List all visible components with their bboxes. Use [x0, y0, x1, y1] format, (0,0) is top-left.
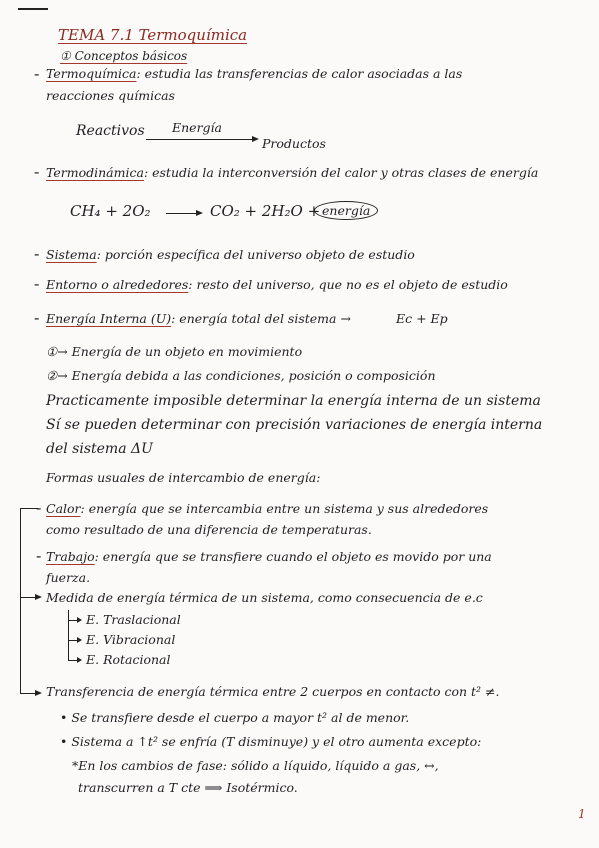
energia-interna-note-3: del sistema ΔU [46, 441, 153, 457]
equation-arrow-head [196, 210, 203, 216]
termoquimica-def-cont: reacciones químicas [46, 88, 175, 103]
bracket-line [20, 508, 21, 694]
entorno-term: Entorno o alrededores [46, 277, 189, 292]
page-number: 1 [578, 807, 586, 821]
energia-interna-line [46, 313, 351, 326]
equation-arrow-line [166, 213, 196, 214]
ec-definition: ①→ Energía de un objeto en movimiento [46, 344, 303, 359]
dash: - [36, 546, 42, 565]
termodinamica-line [46, 167, 538, 180]
bullet-item: • Sistema a ↑t² se enfría (T disminuye) y el otro aumenta excepto: [60, 734, 482, 749]
bracket-mid-arrow [35, 594, 42, 600]
top-rule [18, 8, 48, 10]
energy-label: Energía [172, 120, 222, 135]
energy-type-item: E. Rotacional [86, 652, 171, 667]
energia-interna-note-2: Sí se pueden determinar con precisión variaciones de energía interna [46, 417, 543, 433]
bracket-bottom-arrow [35, 690, 42, 696]
energy-type-item: E. Vibracional [86, 632, 176, 647]
sub-bracket-arrow-1 [77, 617, 82, 623]
ep-definition: ②→ Energía debida a las condiciones, posición o composición [46, 368, 436, 383]
entorno-line [46, 279, 508, 292]
trabajo-def: : energía que se transfiere cuando el objeto es movido por una [94, 549, 492, 564]
section-subtitle: ① Conceptos básicos [60, 49, 188, 63]
entorno-def: : resto del universo, que no es el objeto de estudio [188, 277, 508, 292]
bullet-item: • Se transfiere desde el cuerpo a mayor t² al de menor. [60, 710, 410, 725]
termoquimica-term: Termoquímica [46, 66, 137, 81]
equation-right: CO₂ + 2H₂O + [210, 202, 321, 220]
energy-type-item: E. Traslacional [86, 612, 181, 627]
bracket-bottom [20, 693, 36, 694]
calor-def-cont: como resultado de una diferencia de temperaturas. [46, 522, 372, 537]
energia-interna-formula: Ec + Ep [396, 311, 448, 326]
reaction-arrow-head [252, 136, 259, 142]
sub-bracket-arrow-2 [77, 637, 82, 643]
energia-interna-note-1: Practicamente imposible determinar la energía interna de un sistema [46, 393, 541, 409]
transferencia-line: Transferencia de energía térmica entre 2 cuerpos en contacto con t² ≠. [46, 684, 500, 699]
dash: - [34, 64, 40, 83]
trabajo-def-cont: fuerza. [46, 570, 91, 585]
dash: - [34, 162, 40, 181]
termodinamica-term: Termodinámica [46, 165, 144, 180]
trabajo-term: Trabajo [46, 549, 95, 564]
dash: - [34, 244, 40, 263]
bracket-mid [20, 597, 36, 598]
reactants-label: Reactivos [76, 123, 145, 139]
termoquimica-def: : estudia las transferencias de calor asociadas a las [136, 66, 463, 81]
calor-def: : energía que se intercambia entre un sistema y sus alrededores [80, 501, 489, 516]
sub-bracket-arrow-3 [77, 657, 82, 663]
calor-term: Calor [46, 501, 81, 516]
page-title: TEMA 7.1 Termoquímica [58, 26, 248, 44]
products-label: Productos [262, 136, 326, 151]
bullet-item: *En los cambios de fase: sólido a líquido, líquido a gas, ↔, [72, 758, 439, 773]
dash: - [34, 274, 40, 293]
sistema-line [46, 249, 415, 262]
equation-energy-circled: energía [314, 205, 378, 218]
sistema-term: Sistema [46, 247, 97, 262]
energia-interna-def: : energía total del sistema → [171, 311, 351, 326]
medida-line: Medida de energía térmica de un sistema, como consecuencia de e.c [46, 590, 483, 605]
trabajo-line [46, 551, 492, 564]
bullet-item: transcurren a T cte ⟹ Isotérmico. [78, 780, 298, 795]
dash: - [34, 308, 40, 327]
termoquimica-line [46, 68, 462, 81]
sistema-def: : porción específica del universo objeto de estudio [96, 247, 415, 262]
calor-line [46, 503, 488, 516]
energia-interna-term: Energía Interna (U) [46, 311, 172, 326]
sub-bracket-line [68, 610, 69, 660]
reaction-arrow-line [146, 139, 252, 140]
dash: - [36, 498, 42, 517]
equation-left: CH₄ + 2O₂ [70, 202, 151, 220]
termodinamica-def: : estudia la interconversión del calor y otras clases de energía [143, 165, 539, 180]
formas-heading: Formas usuales de intercambio de energía: [46, 470, 321, 485]
